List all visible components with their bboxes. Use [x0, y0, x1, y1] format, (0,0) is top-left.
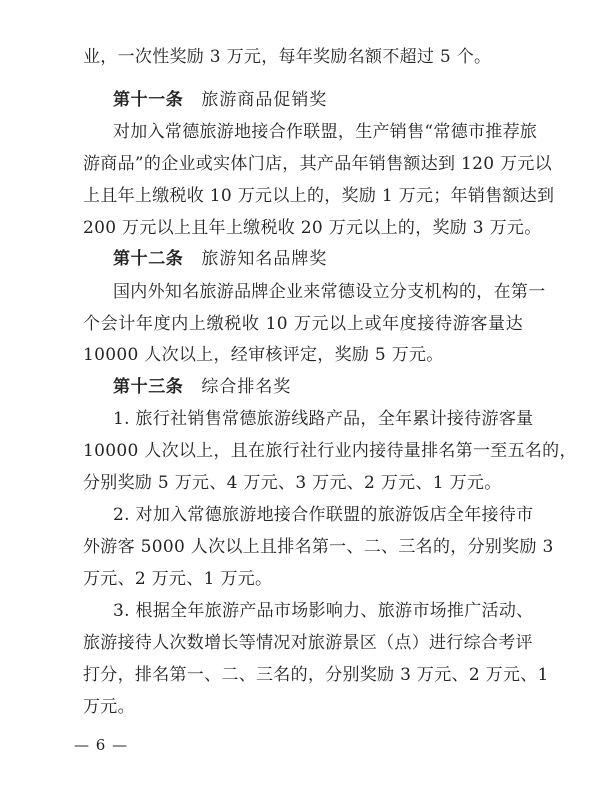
article-heading: [113, 248, 327, 270]
text-line: 10000 人次以上，且在旅行社行业内接待量排名第一至五名的，: [83, 441, 577, 461]
article-title: 旅游知名品牌奖: [201, 249, 328, 269]
page-number: — 6 —: [74, 736, 129, 754]
text-line: 打分，排名第一、二、三名的，分别奖励 3 万元、2 万元、1: [83, 665, 549, 685]
text-line: 1. 旅行社销售常德旅游线路产品，全年累计接待游客量: [113, 409, 534, 429]
text-line: 国内外知名旅游品牌企业来常德设立分支机构的，在第一: [113, 282, 546, 302]
text-line: 对加入常德旅游地接合作联盟，生产销售“常德市推荐旅: [113, 122, 538, 142]
text-line: 分别奖励 5 万元、4 万元、3 万元、2 万元、1 万元。: [83, 473, 502, 493]
article-heading: [113, 376, 291, 398]
article-number: 第十一条: [113, 90, 184, 110]
text-line: 个会计年度内上缴税收 10 万元以上或年度接待游客量达: [83, 314, 523, 334]
text-line: 万元、2 万元、1 万元。: [83, 569, 273, 589]
text-line: 3. 根据全年旅游产品市场影响力、旅游市场推广活动、: [113, 601, 534, 621]
article-heading: [113, 89, 327, 111]
article-title: 综合排名奖: [201, 377, 292, 397]
text-line: 游商品”的企业或实体门店，其产品年销售额达到 120 万元以: [83, 154, 552, 174]
text-line: 上且年上缴税收 10 万元以上的，奖励 1 万元；年销售额达到: [83, 186, 555, 206]
text-line: 200 万元以上且年上缴税收 20 万元以上的，奖励 3 万元。: [83, 218, 542, 238]
article-number: 第十三条: [113, 377, 184, 397]
text-line: 业，一次性奖励 3 万元，每年奖励名额不超过 5 个。: [83, 47, 492, 67]
text-line: 2. 对加入常德旅游地接合作联盟的旅游饭店全年接待市: [113, 505, 534, 525]
text-line: 万元。: [83, 697, 135, 717]
text-line: 外游客 5000 人次以上且排名第一、二、三名的，分别奖励 3: [83, 537, 554, 557]
article-title: 旅游商品促销奖: [201, 90, 328, 110]
text-line: 10000 人次以上，经审核评定，奖励 5 万元。: [83, 345, 444, 365]
text-line: 旅游接待人次数增长等情况对旅游景区（点）进行综合考评: [83, 633, 533, 653]
article-number: 第十二条: [113, 249, 184, 269]
